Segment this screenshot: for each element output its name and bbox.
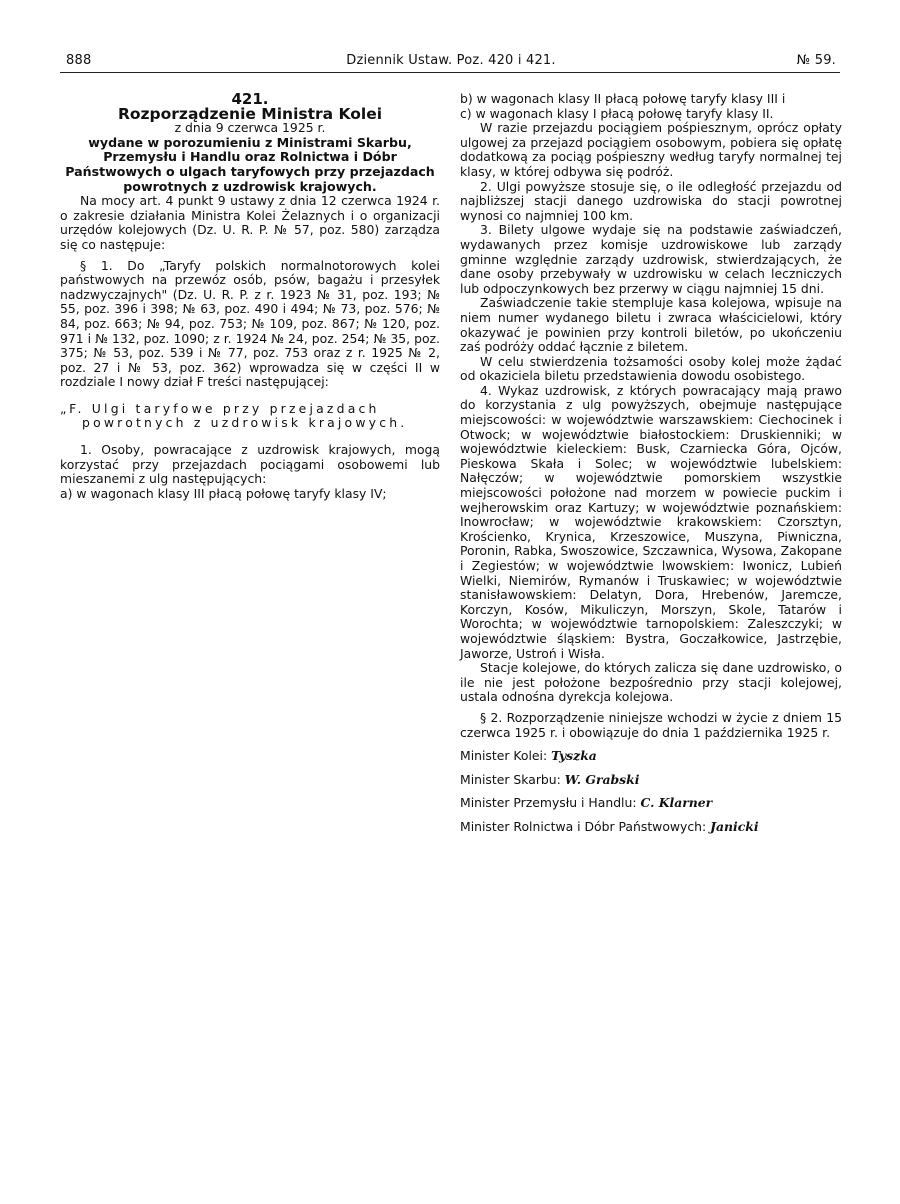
- paragraph-2: § 2. Rozporządzenie niniejsze wchodzi w życie z dniem 15 czerwca 1925 r. i obowiązuje do dnia 1 października 1925 r.: [460, 709, 842, 740]
- act-title: Rozporządzenie Ministra Kolei: [117, 104, 383, 123]
- act-subtitle: wydane w porozumieniu z Ministrami Skarbu, Przemysłu i Handlu oraz Rolnictwa i Dóbr Państwowych o ulgach taryfowych przy przejazdach powrotnych z uzdrowisk krajowych.: [65, 134, 435, 194]
- left-column: [60, 92, 440, 501]
- point-1: 1. Osoby, powracające z uzdrowisk krajowych, mogą korzystać przy przejazdach pociągami osobowemi lub mieszanemi z ulg następujących:: [60, 442, 440, 487]
- item-c: c) w wagonach klasy I płacą połowę taryfy klasy II.: [460, 105, 774, 121]
- signature-name: Janicki: [710, 818, 759, 834]
- signature-name: Tyszka: [551, 748, 597, 764]
- header-rule: [60, 72, 840, 73]
- signature-role: Minister Przemysłu i Handlu:: [460, 795, 637, 811]
- stations-note: Stacje kolejowe, do których zalicza się dane uzdrowisko, o ile nie jest położone bezpośrednio przy stacji kolejowej, ustala odnośna dyrekcja kolejowa.: [460, 660, 842, 705]
- page-header: [66, 53, 836, 71]
- section-f-heading: „F. Ulgi taryfowe przy przejazdach powrotnych z uzdrowisk krajowych.: [60, 400, 408, 431]
- item-a: a) w wagonach klasy III płacą połowę taryfy klasy IV;: [60, 485, 387, 501]
- signature-line: [460, 820, 842, 835]
- preamble: Na mocy art. 4 punkt 9 ustawy z dnia 12 czerwca 1924 r. o zakresie działania Ministra Kolei Żelaznych i o organizacji urzędów kolejowych (Dz. U. R. P. № 57, poz. 580) zarządza się co następuje:: [60, 193, 440, 252]
- act-number: 421.: [231, 90, 269, 108]
- point-2: 2. Ulgi powyższe stosuje się, o ile odległość przejazdu od najbliższej stacji danego uzdrowiska do stacji powrotnej wynosi co najmniej 100 km.: [460, 178, 842, 223]
- paragraph-1: § 1. Do „Taryfy polskich normalnotorowych kolei państwowych na przewóz osób, psów, bagażu i przesyłek nadzwyczajnych" (Dz. U. R. P. z r. 1923 № 31, poz. 193; № 55, poz. 396 i 398; № 63, poz. 490 i 494; № 73, poz. 576; № 84, poz. 663; № 94, poz. 753; № 109, poz. 867; № 120, poz. 971 i № 132, poz. 1090; z r. 1924 № 24, poz. 254; № 35, poz. 375; № 53, poz. 539 i № 77, poz. 753 oraz z r. 1925 № 2, poz. 27 i № 53, poz. 362) wprowadza się w części II w rozdziale I nowy dział F treści następującej:: [60, 257, 440, 390]
- journal-title: Dziennik Ustaw. Poz. 420 i 421.: [346, 53, 556, 68]
- identity-note: W celu stwierdzenia tożsamości osoby kolej może żądać od okaziciela biletu przedstawienia dowodu osobistego.: [460, 353, 842, 384]
- signature-role: Minister Skarbu:: [460, 771, 561, 787]
- express-train-note: W razie przejazdu pociągiem pośpiesznym, oprócz opłaty ulgowej za przejazd pociągiem osobowym, pobiera się opłatę dodatkową za pociąg pośpieszny według taryfy normalnej tej klasy, w której odbywa się podróż.: [460, 120, 842, 179]
- signature-role: Minister Kolei:: [460, 748, 548, 764]
- item-b: b) w wagonach klasy II płacą połowę taryfy klasy III i: [460, 91, 786, 106]
- issue-number: № 59.: [796, 53, 836, 68]
- right-column: [460, 92, 842, 835]
- signature-line: [460, 796, 842, 811]
- signature-name: W. Grabski: [564, 771, 640, 787]
- certificate-note: Zaświadczenie takie stempluje kasa kolejowa, wpisuje na niem numer wydanego biletu i zwraca właścicielowi, który okazywać je powinien przy kontroli biletów, po ukończeniu zaś podróży oddać łącznie z biletem.: [460, 295, 842, 355]
- signature-line: [460, 749, 842, 764]
- point-4: 4. Wykaz uzdrowisk, z których powracający mają prawo do korzystania z ulg powyższych, obejmuje następujące miejscowości: w województwie warszawskiem: Ciechocinek i Otwock; w województwie białostockiem: Druskienniki; w województwie kieleckiem: Busk, Czarniecka Góra, Ojców, Pieskowa Skała i Solec; w województwie lubelskiem: Nałęczów; w województwie pomorskiem wszystkie miejscowości położone nad morzem w powiecie puckim i wejherowskim oraz Kartuzy; w województwie poznańskiem: Inowrocław; w województwie krakowskiem: Czorsztyn, Krościenko, Krynica, Krzeszowice, Muszyna, Piwniczna, Poronin, Rabka, Swoszowice, Szczawnica, Wysowa, Zakopane i Zegiestów; w województwie lwowskiem: Iwonicz, Lubień Wielki, Niemirów, Rymanów i Truskawiec; w województwie stanisławowskiem: Delatyn, Dora, Hrebenów, Jaremcze, Korczyn, Kosów, Mikuliczyn, Morszyn, Skole, Tatarów i Worochta; w województwie tarnopolskiem: Zaleszczyki; w województwie śląskiem: Bystra, Goczałkowice, Jastrzębie, Jaworze, Ustroń i Wisła.: [460, 382, 842, 661]
- page-number: 888: [66, 53, 92, 68]
- signature-line: [460, 773, 842, 788]
- signature-role: Minister Rolnictwa i Dóbr Państwowych:: [460, 818, 707, 834]
- point-3: 3. Bilety ulgowe wydaje się na podstawie zaświadczeń, wydawanych przez komisje uzdrowiskowe lub zarządy gminne względnie zarządy uzdrowisk, stwierdzających, że dane osoby przebywały w uzdrowisku w celach leczniczych lub odpoczynkowych bez przerwy w ciągu najmniej 15 dni.: [460, 222, 842, 296]
- signature-name: C. Klarner: [640, 795, 713, 811]
- act-date: z dnia 9 czerwca 1925 r.: [174, 120, 326, 136]
